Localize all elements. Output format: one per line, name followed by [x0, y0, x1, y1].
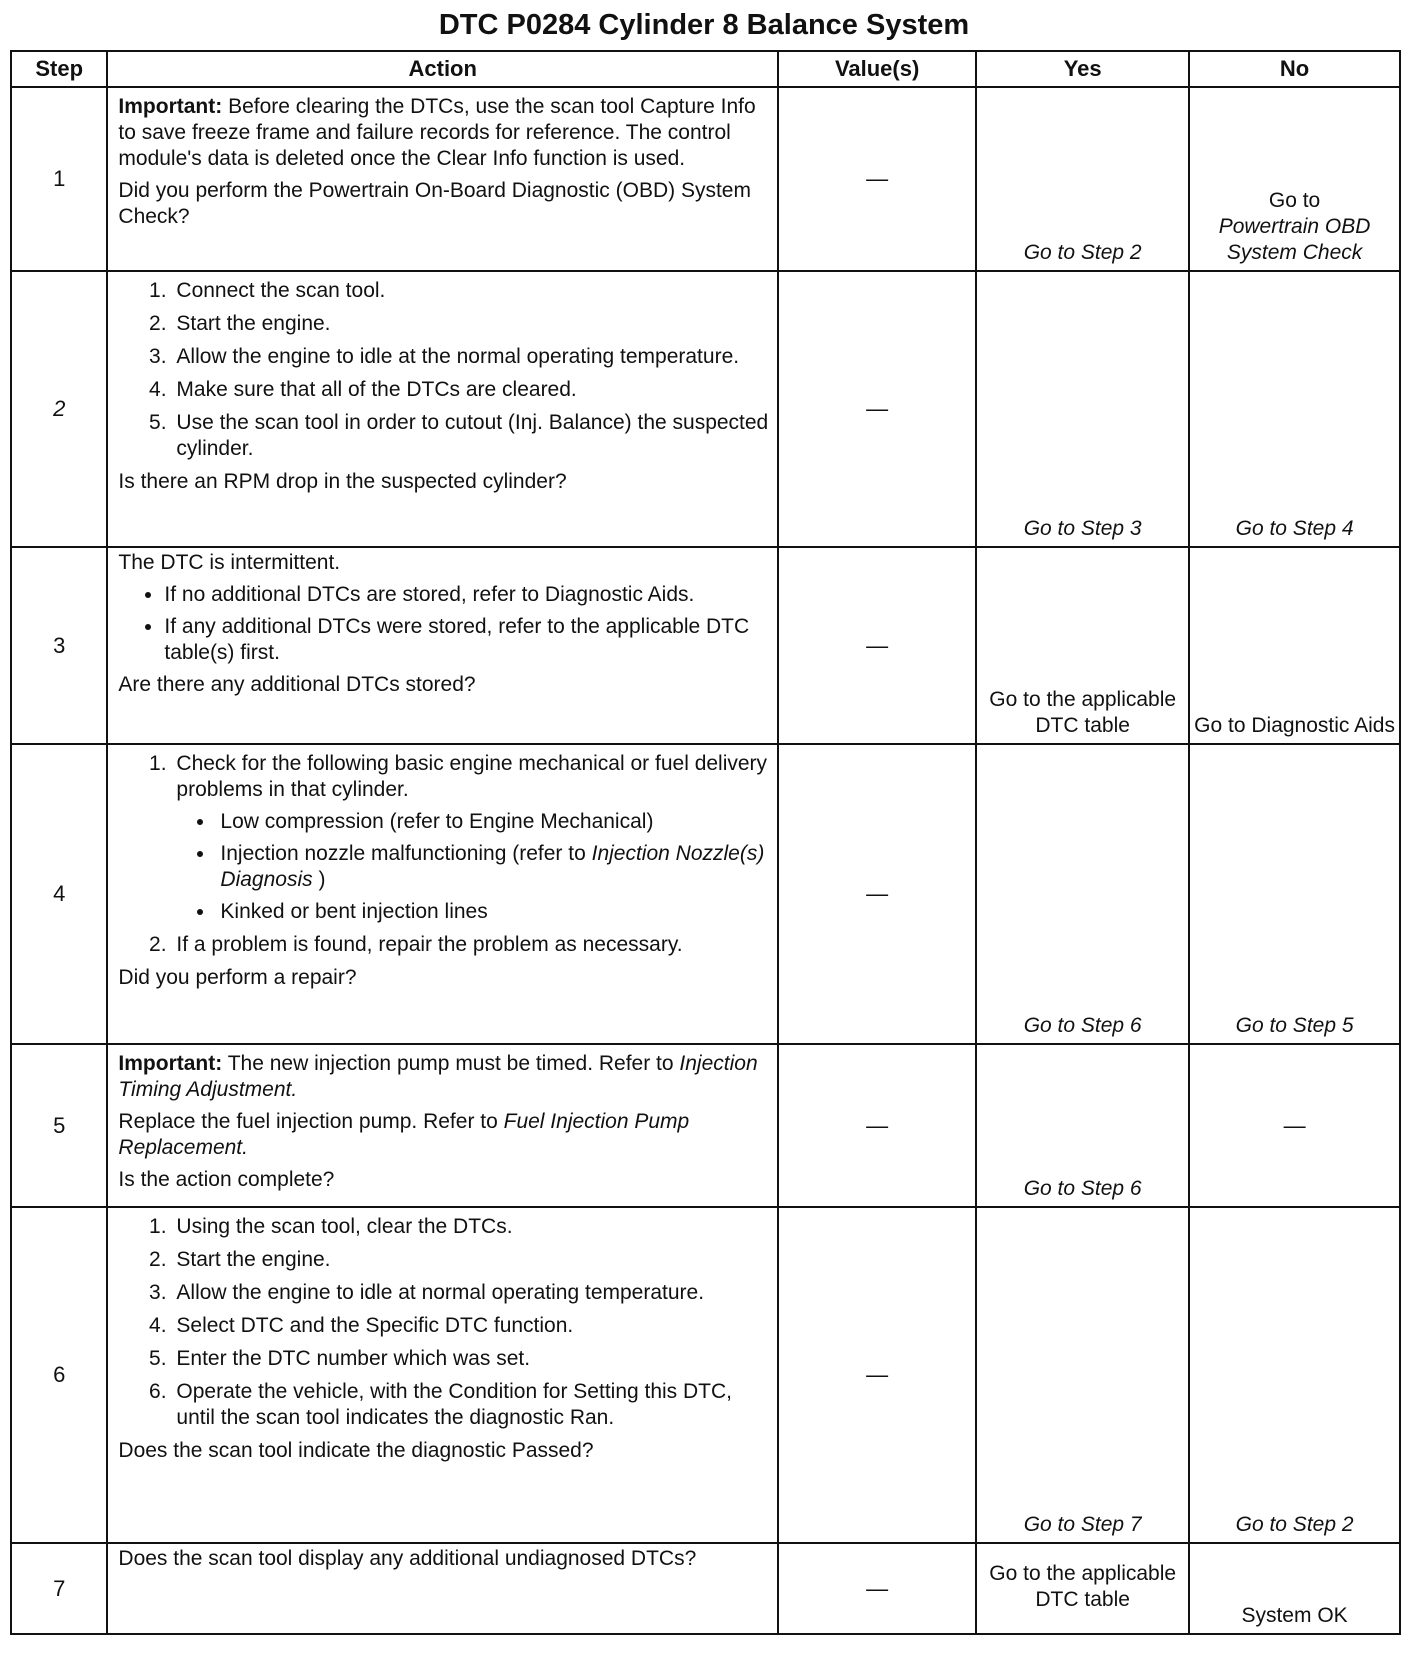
- action-cell: [107, 1207, 778, 1543]
- action-cell: [107, 271, 778, 547]
- no-link[interactable]: [1189, 87, 1400, 271]
- sub-list-item: • Low compression (refer to Engine Mechanical): [216, 809, 769, 835]
- table-row: [11, 87, 1400, 271]
- action-cell: [107, 1044, 778, 1207]
- list-item: • If any additional DTCs were stored, refer to the applicable DTC table(s) first.: [164, 614, 769, 666]
- list-item: 6. Operate the vehicle, with the Condition for Setting this DTC, until the scan tool indicates the diagnostic Ran.: [172, 1379, 769, 1431]
- no-result: System OK: [1189, 1543, 1400, 1634]
- header-no: No: [1189, 51, 1400, 87]
- no-link[interactable]: Go to Diagnostic Aids: [1189, 547, 1400, 744]
- question: Did you perform a repair?: [118, 966, 357, 989]
- procedure-list: [118, 1214, 769, 1431]
- value-cell: —: [778, 271, 976, 547]
- yes-link[interactable]: Go to the applicable DTC table: [976, 1543, 1189, 1634]
- important-note: [118, 94, 769, 172]
- intro-text: The DTC is intermittent.: [118, 551, 341, 574]
- step-number: 6: [11, 1207, 107, 1543]
- injection-nozzle-diagnosis-link[interactable]: Injection Nozzle(s) Diagnosis: [220, 842, 765, 891]
- list-item: 5. Enter the DTC number which was set.: [172, 1346, 769, 1372]
- list-item: 1. Using the scan tool, clear the DTCs.: [172, 1214, 769, 1240]
- value-cell: —: [778, 87, 976, 271]
- header-values: Value(s): [778, 51, 976, 87]
- list-item: 3. Allow the engine to idle at normal operating temperature.: [172, 1280, 769, 1306]
- step-number: 4: [11, 744, 107, 1044]
- table-row: [11, 1044, 1400, 1207]
- table-row: [11, 744, 1400, 1044]
- injection-timing-adjustment-link[interactable]: Injection Timing Adjustment.: [118, 1052, 758, 1101]
- no-line-1: Go to: [1268, 189, 1321, 212]
- fuel-injection-pump-replacement-link[interactable]: Fuel Injection Pump Replacement.: [118, 1110, 690, 1159]
- important-note: [118, 1051, 769, 1103]
- value-cell: —: [778, 1543, 976, 1634]
- table-row: [11, 1543, 1400, 1634]
- list-item: 3. Allow the engine to idle at the normal operating temperature.: [172, 344, 769, 370]
- list-item: [172, 751, 769, 925]
- value-cell: —: [778, 1044, 976, 1207]
- list-item: 2. Start the engine.: [172, 311, 769, 337]
- question: Is there an RPM drop in the suspected cylinder?: [118, 470, 567, 493]
- header-yes: Yes: [976, 51, 1189, 87]
- action-cell: [107, 87, 778, 271]
- page-title: DTC P0284 Cylinder 8 Balance System: [438, 9, 970, 41]
- sub-bullet-list: [176, 809, 769, 925]
- list-item: • If no additional DTCs are stored, refer to Diagnostic Aids.: [164, 582, 769, 608]
- question: Did you perform the Powertrain On-Board Diagnostic (OBD) System Check?: [118, 179, 751, 228]
- no-link[interactable]: Go to Step 4: [1189, 271, 1400, 547]
- important-label: Important:: [118, 95, 223, 118]
- procedure-list: [118, 278, 769, 462]
- list-item: 5. Use the scan tool in order to cutout (Inj. Balance) the suspected cylinder.: [172, 410, 769, 462]
- important-text: The new injection pump must be timed. Refer to: [222, 1052, 680, 1075]
- important-text: Before clearing the DTCs, use the scan tool Capture Info to save freeze frame and failure records for reference. The control module's data is deleted once the Clear Info function is used.: [118, 95, 756, 170]
- table-row: [11, 1207, 1400, 1543]
- dtc-table: [10, 50, 1401, 1635]
- yes-link[interactable]: Go to Step 6: [976, 744, 1189, 1044]
- table-row: [11, 271, 1400, 547]
- no-value: —: [1189, 1044, 1400, 1207]
- no-line-2: Powertrain OBD System Check: [1218, 215, 1371, 264]
- question: Is the action complete?: [118, 1168, 335, 1191]
- yes-link[interactable]: Go to Step 2: [976, 87, 1189, 271]
- value-cell: —: [778, 547, 976, 744]
- step-number: 1: [11, 87, 107, 271]
- header-step: Step: [11, 51, 107, 87]
- question: Are there any additional DTCs stored?: [118, 673, 476, 696]
- list-item: 2. Start the engine.: [172, 1247, 769, 1273]
- step-number: 7: [11, 1543, 107, 1634]
- yes-link[interactable]: Go to the applicable DTC table: [976, 547, 1189, 744]
- no-link[interactable]: Go to Step 5: [1189, 744, 1400, 1044]
- table-header-row: [11, 51, 1400, 87]
- replace-text: Replace the fuel injection pump. Refer to: [118, 1110, 504, 1133]
- sub-list-item: • Kinked or bent injection lines: [216, 899, 769, 925]
- yes-link[interactable]: Go to Step 6: [976, 1044, 1189, 1207]
- step-number: 3: [11, 547, 107, 744]
- important-label: Important:: [118, 1052, 223, 1075]
- sub-item-end: ): [312, 868, 326, 891]
- list-item: 1. Connect the scan tool.: [172, 278, 769, 304]
- list-item: 4. Make sure that all of the DTCs are cleared.: [172, 377, 769, 403]
- question: Does the scan tool display any additional undiagnosed DTCs?: [118, 1547, 697, 1570]
- sub-item-text: Injection nozzle malfunctioning (refer to: [220, 842, 592, 865]
- list-item: 2. If a problem is found, repair the problem as necessary.: [172, 932, 769, 958]
- list-item: 4. Select DTC and the Specific DTC function.: [172, 1313, 769, 1339]
- no-link[interactable]: Go to Step 2: [1189, 1207, 1400, 1543]
- replace-instruction: [118, 1109, 769, 1161]
- value-cell: —: [778, 744, 976, 1044]
- procedure-list: [118, 751, 769, 958]
- yes-link[interactable]: Go to Step 3: [976, 271, 1189, 547]
- step-number: 5: [11, 1044, 107, 1207]
- sub-list-item: [216, 841, 769, 893]
- bullet-list: [118, 582, 769, 666]
- table-row: [11, 547, 1400, 744]
- question: Does the scan tool indicate the diagnostic Passed?: [118, 1439, 594, 1462]
- list-item-text: Check for the following basic engine mechanical or fuel delivery problems in that cylinder.: [176, 752, 768, 801]
- action-cell: [107, 1543, 778, 1634]
- step-number: 2: [11, 271, 107, 547]
- value-cell: —: [778, 1207, 976, 1543]
- yes-link[interactable]: Go to Step 7: [976, 1207, 1189, 1543]
- header-action: Action: [107, 51, 778, 87]
- action-cell: [107, 547, 778, 744]
- action-cell: [107, 744, 778, 1044]
